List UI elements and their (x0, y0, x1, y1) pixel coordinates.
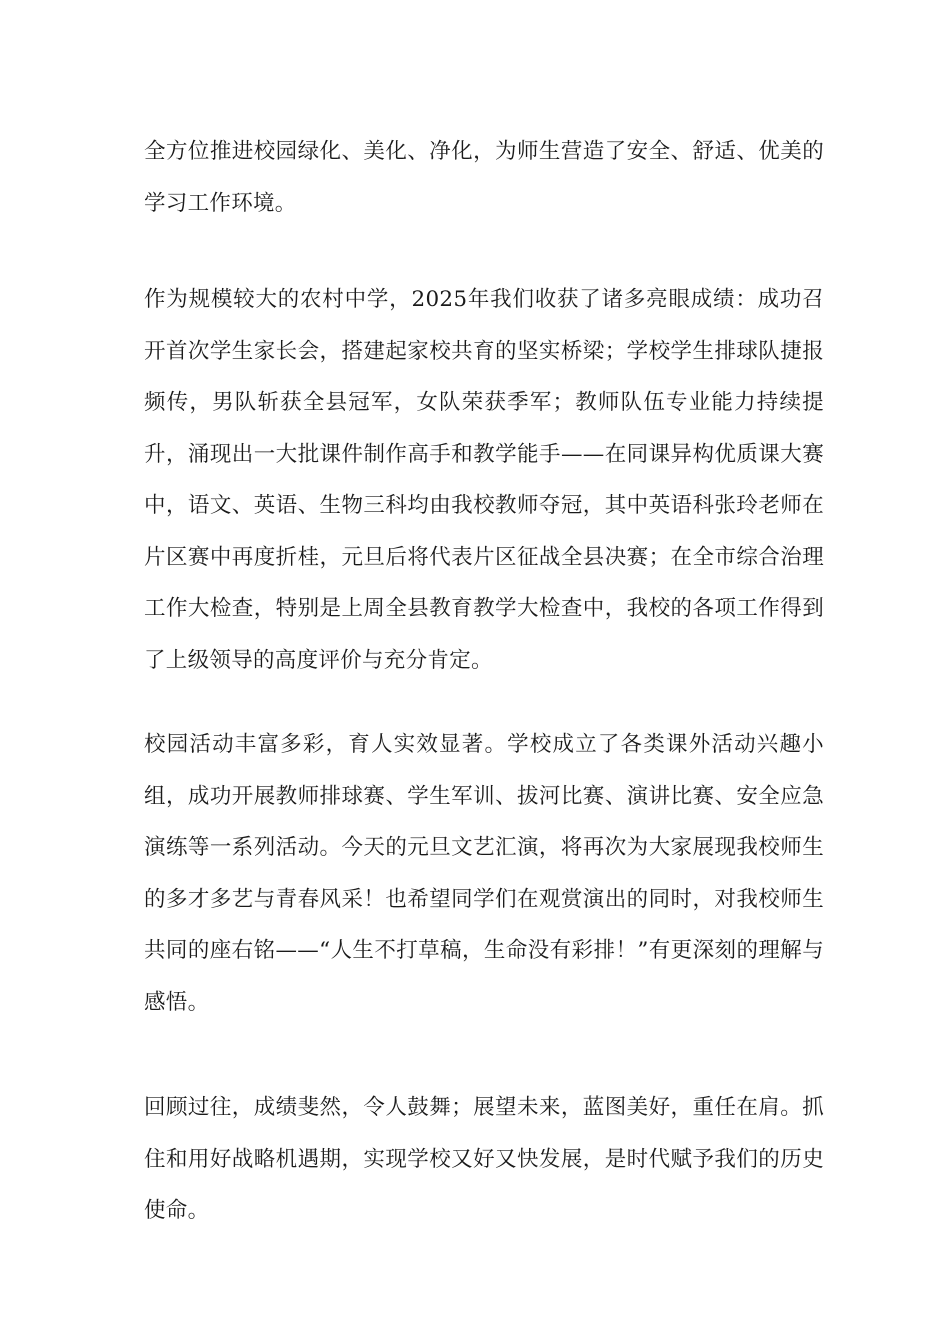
paragraph-campus-environment: 全方位推进校园绿化、美化、净化，为师生营造了安全、舒适、优美的学习工作环境。 (144, 139, 824, 216)
paragraph-campus-activities: 校园活动丰富多彩，育人实效显著。学校成立了各类课外活动兴趣小组，成功开展教师排球赛、学生军训、拔河比赛、演讲比赛、安全应急演练等一系列活动。今天的元旦文艺汇演，将再次为大家展现我校师生的多才多艺与青春风采！也希望同学们在观赏演出的同时，对我校师生共同的座右铭——“人生不打草稿，生命没有彩排！”有更深刻的理解与感悟。 (144, 732, 824, 1015)
paragraph-outlook: 回顾过往，成绩斐然，令人鼓舞；展望未来，蓝图美好，重任在肩。抓住和用好战略机遇期，实现学校又好又快发展，是时代赋予我们的历史使命。 (144, 1095, 824, 1223)
paragraph-achievements-2025: 作为规模较大的农村中学，2025年我们收获了诸多亮眼成绩：成功召开首次学生家长会，搭建起家校共育的坚实桥梁；学校学生排球队捷报频传，男队斩获全县冠军，女队荣获季军；教师队伍专业能力持续提升，涌现出一大批课件制作高手和教学能手——在同课异构优质课大赛中，语文、英语、生物三科均由我校教师夺冠，其中英语科张玲老师在片区赛中再度折桂，元旦后将代表片区征战全县决赛；在全市综合治理工作大检查，特别是上周全县教育教学大检查中，我校的各项工作得到了上级领导的高度评价与充分肯定。 (144, 287, 824, 673)
